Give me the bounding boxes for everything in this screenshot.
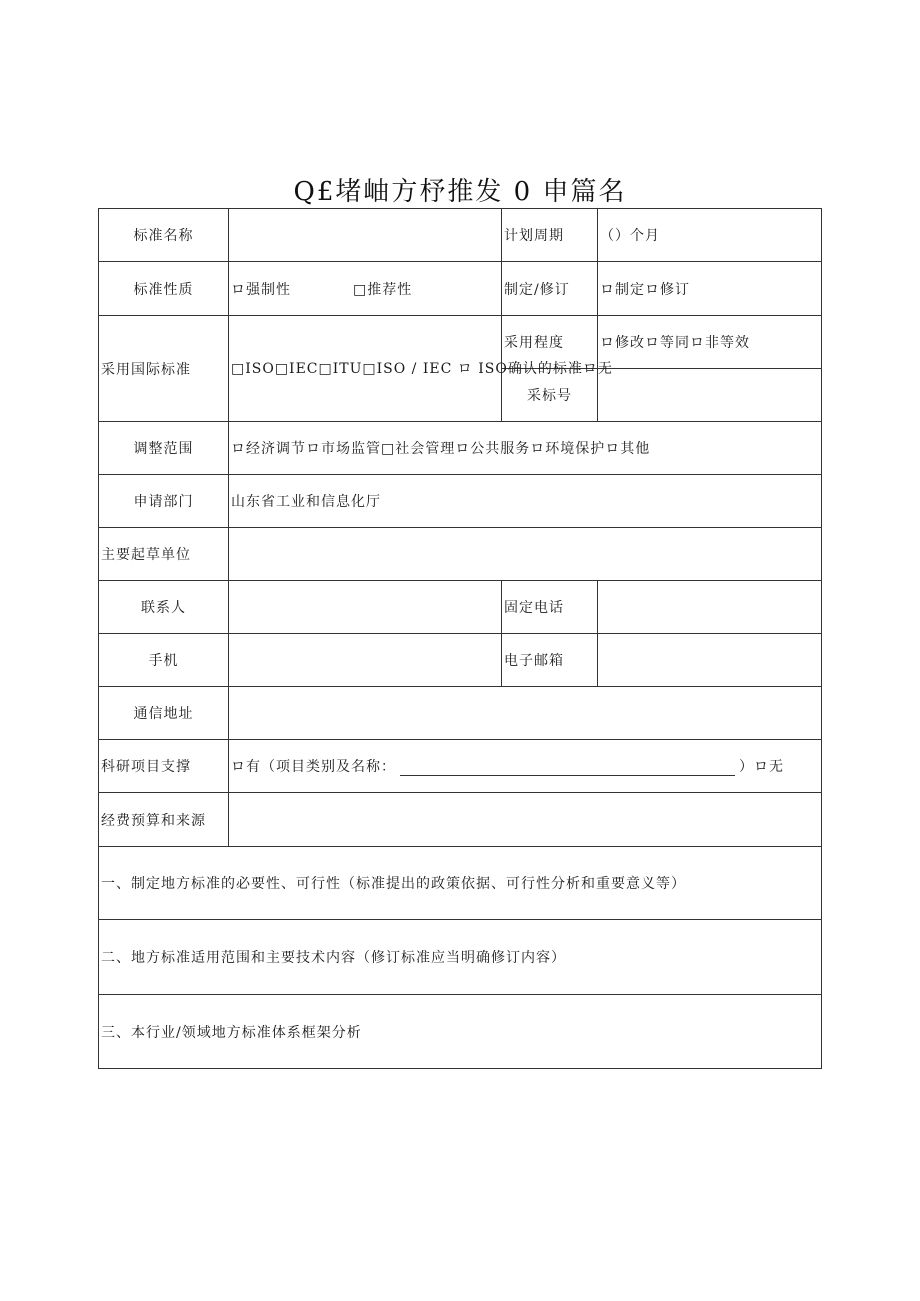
drafter-field[interactable] xyxy=(229,528,822,581)
drafter-label: 主要起草单位 xyxy=(99,528,229,581)
row-contact xyxy=(99,581,822,634)
row-section-1 xyxy=(99,847,822,920)
section-necessity[interactable]: 一、制定地方标准的必要性、可行性（标准提出的政策依据、可行性分析和重要意义等） xyxy=(99,847,822,920)
research-options xyxy=(229,740,822,793)
row-address xyxy=(99,687,822,740)
row-budget xyxy=(99,793,822,847)
budget-label: 经费预算和来源 xyxy=(99,793,229,847)
budget-field[interactable] xyxy=(229,793,822,847)
research-no-checkbox[interactable]: ）ロ无 xyxy=(739,759,784,775)
standard-name-label: 标准名称 xyxy=(99,209,229,262)
adopt-degree-options[interactable]: ロ修改ロ等同ロ非等效 xyxy=(598,316,822,369)
row-research xyxy=(99,740,822,793)
scope-label: 调整范围 xyxy=(99,422,229,475)
adopt-degree-label: 采用程度 xyxy=(502,316,598,369)
standard-name-field[interactable] xyxy=(229,209,502,262)
adopt-number-label: 采标号 xyxy=(502,369,598,422)
row-drafter xyxy=(99,528,822,581)
row-scope xyxy=(99,422,822,475)
mobile-field[interactable] xyxy=(229,634,502,687)
row-department xyxy=(99,475,822,528)
intl-standard-options[interactable]: □ISO□IEC□ITU□ISO / IEC ロ ISO确认的标准ロ无 xyxy=(229,316,502,422)
email-field[interactable] xyxy=(598,634,822,687)
intl-standard-label: 采用国际标准 xyxy=(99,316,229,422)
mobile-label: 手机 xyxy=(99,634,229,687)
row-section-3 xyxy=(99,995,822,1069)
mandatory-checkbox[interactable]: ロ强制性 xyxy=(231,281,291,298)
research-yes-checkbox[interactable]: ロ有（项目类别及名称： xyxy=(231,759,396,775)
address-label: 通信地址 xyxy=(99,687,229,740)
phone-field[interactable] xyxy=(598,581,822,634)
research-blank-line[interactable] xyxy=(400,761,735,776)
standard-nature-label: 标准性质 xyxy=(99,262,229,316)
standard-nature-options xyxy=(229,262,502,316)
row-standard-name xyxy=(99,209,822,262)
plan-period-field[interactable]: （）个月 xyxy=(598,209,822,262)
application-form xyxy=(98,208,822,1069)
section-scope-content[interactable]: 二、地方标准适用范围和主要技术内容（修订标准应当明确修订内容） xyxy=(99,920,822,995)
make-revise-options[interactable]: ロ制定ロ修订 xyxy=(598,262,822,316)
address-field[interactable] xyxy=(229,687,822,740)
page-title: Q£堵岫方杼推发 0 申篇名 xyxy=(293,177,627,207)
department-label: 申请部门 xyxy=(99,475,229,528)
make-revise-label: 制定/修订 xyxy=(502,262,598,316)
contact-label: 联系人 xyxy=(99,581,229,634)
recommended-checkbox[interactable]: □推荐性 xyxy=(353,281,413,298)
research-label: 科研项目支撑 xyxy=(99,740,229,793)
contact-field[interactable] xyxy=(229,581,502,634)
row-mobile xyxy=(99,634,822,687)
section-framework[interactable]: 三、本行业/领域地方标准体系框架分析 xyxy=(99,995,822,1069)
adopt-number-field[interactable] xyxy=(598,369,822,422)
scope-options[interactable]: ロ经济调节ロ市场监管□社会管理ロ公共服务ロ环境保护ロ其他 xyxy=(229,422,822,475)
row-standard-nature xyxy=(99,262,822,316)
row-section-2 xyxy=(99,920,822,995)
row-intl-standard-a xyxy=(99,316,822,369)
email-label: 电子邮箱 xyxy=(502,634,598,687)
plan-period-label: 计划周期 xyxy=(502,209,598,262)
phone-label: 固定电话 xyxy=(502,581,598,634)
department-field[interactable]: 山东省工业和信息化厅 xyxy=(229,475,822,528)
